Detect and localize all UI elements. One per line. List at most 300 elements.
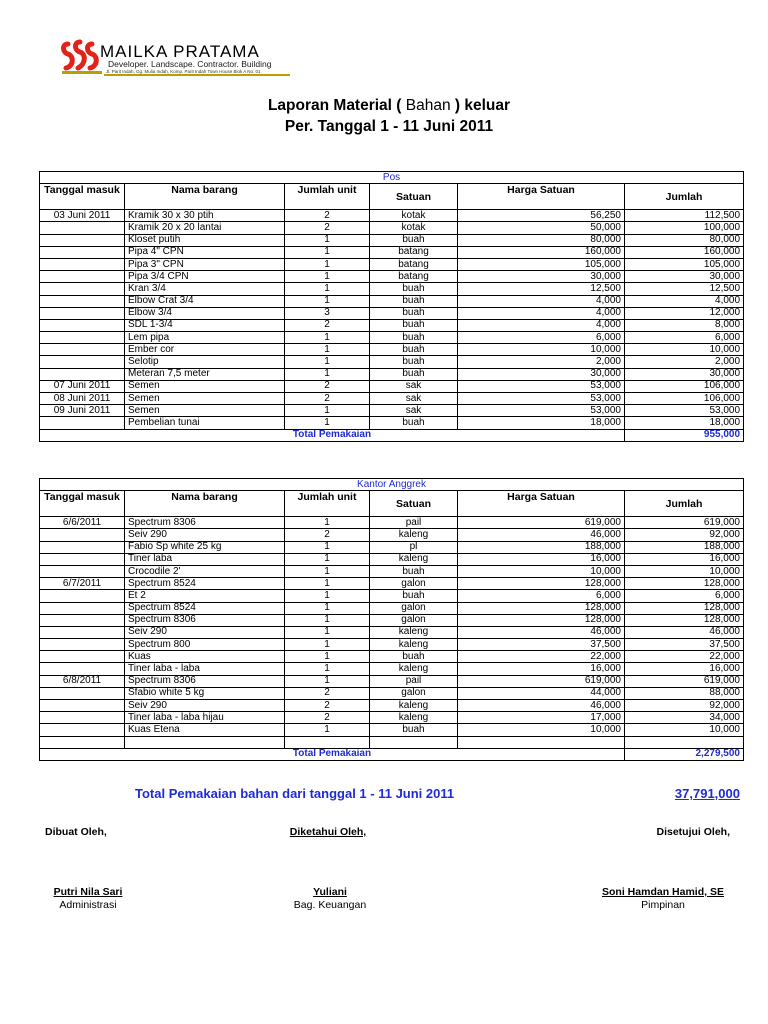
cell-amount: 2,000 (625, 356, 744, 368)
cell-date: 07 Juni 2011 (40, 380, 125, 392)
cell-qty: 1 (285, 405, 370, 417)
cell-qty: 1 (285, 344, 370, 356)
cell-unit: kaleng (370, 700, 458, 712)
cell-amount: 160,000 (625, 246, 744, 258)
cell-qty: 2 (285, 210, 370, 222)
cell-amount: 6,000 (625, 332, 744, 344)
cell-qty: 1 (285, 663, 370, 675)
signature-position-approved: Pimpinan (641, 899, 685, 911)
cell-amount: 80,000 (625, 234, 744, 246)
table-row (40, 356, 744, 368)
cell-unit-price: 22,000 (458, 651, 625, 663)
cell-item-name: Spectrum 8306 (125, 614, 285, 626)
table-row (40, 541, 744, 553)
cell-date (40, 344, 125, 356)
table-row (40, 553, 744, 565)
column-header-amount: Jumlah (625, 491, 744, 517)
column-header-date: Tanggal masuk (40, 491, 125, 517)
cell-item-name: Tiner laba (125, 553, 285, 565)
table-row (40, 283, 744, 295)
cell-unit: buah (370, 295, 458, 307)
cell-qty: 2 (285, 712, 370, 724)
cell-unit: batang (370, 246, 458, 258)
cell-unit: batang (370, 271, 458, 283)
company-logo (60, 38, 290, 78)
cell-amount: 100,000 (625, 222, 744, 234)
cell-date (40, 626, 125, 638)
cell-unit: sak (370, 380, 458, 392)
cell-qty: 1 (285, 271, 370, 283)
cell-qty: 1 (285, 724, 370, 736)
cell-unit-price: 10,000 (458, 724, 625, 736)
cell-item-name: Seiv 290 (125, 626, 285, 638)
cell-unit: galon (370, 602, 458, 614)
cell-date (40, 356, 125, 368)
signature-position-known: Bag. Keuangan (293, 899, 367, 911)
table-row (40, 614, 744, 626)
cell-qty: 1 (285, 578, 370, 590)
cell-qty: 1 (285, 614, 370, 626)
cell-item-name: Meteran 7,5 meter (125, 368, 285, 380)
column-header-qty: Jumlah unit (285, 184, 370, 210)
cell-amount: 46,000 (625, 626, 744, 638)
signature-heading-approved: Disetujui Oleh, (656, 826, 730, 838)
column-header-qty: Jumlah unit (285, 491, 370, 517)
cell-unit-price (458, 736, 625, 748)
cell-unit-price: 619,000 (458, 675, 625, 687)
signature-position-made: Administrasi (59, 899, 117, 911)
cell-unit: kaleng (370, 663, 458, 675)
cell-amount: 6,000 (625, 590, 744, 602)
cell-item-name: Pembelian tunai (125, 417, 285, 429)
cell-unit: kotak (370, 210, 458, 222)
cell-qty: 1 (285, 590, 370, 602)
column-header-amount: Jumlah (625, 184, 744, 210)
cell-item-name: Pipa 4" CPN (125, 246, 285, 258)
signature-name-known: Yuliani (313, 886, 347, 898)
cell-unit-price: 160,000 (458, 246, 625, 258)
cell-amount: 105,000 (625, 258, 744, 270)
cell-unit-price: 53,000 (458, 405, 625, 417)
cell-unit-price: 80,000 (458, 234, 625, 246)
cell-qty: 1 (285, 651, 370, 663)
table-row (40, 332, 744, 344)
cell-item-name: Tiner laba - laba (125, 663, 285, 675)
cell-item-name: Kramik 30 x 30 ptih (125, 210, 285, 222)
cell-item-name: Fabio Sp white 25 kg (125, 541, 285, 553)
cell-amount: 22,000 (625, 651, 744, 663)
cell-unit: batang (370, 258, 458, 270)
cell-unit: pail (370, 675, 458, 687)
cell-item-name: Crocodile 2' (125, 565, 285, 577)
table-header-row (40, 491, 744, 517)
cell-qty: 1 (285, 675, 370, 687)
cell-qty: 1 (285, 517, 370, 529)
cell-qty: 2 (285, 700, 370, 712)
cell-date (40, 307, 125, 319)
cell-item-name: Seiv 290 (125, 700, 285, 712)
cell-unit: buah (370, 356, 458, 368)
cell-amount: 16,000 (625, 663, 744, 675)
cell-item-name: Semen (125, 405, 285, 417)
cell-amount: 92,000 (625, 529, 744, 541)
column-header-unit-price: Harga Satuan (458, 491, 625, 517)
cell-date (40, 234, 125, 246)
cell-item-name: Pipa 3/4 CPN (125, 271, 285, 283)
table-row (40, 578, 744, 590)
cell-unit-price: 4,000 (458, 319, 625, 331)
total-label: Total Pemakaian (40, 429, 625, 441)
cell-amount: 619,000 (625, 517, 744, 529)
material-table-1 (39, 478, 744, 761)
cell-item-name: SDL 1-3/4 (125, 319, 285, 331)
cell-date (40, 295, 125, 307)
cell-qty: 1 (285, 258, 370, 270)
cell-unit: buah (370, 307, 458, 319)
section-title: Pos (40, 172, 744, 184)
cell-unit-price: 44,000 (458, 687, 625, 699)
cell-date (40, 529, 125, 541)
signature-name-made: Putri Nila Sari (53, 886, 123, 898)
cell-date (40, 700, 125, 712)
cell-item-name: Selotip (125, 356, 285, 368)
cell-unit: buah (370, 724, 458, 736)
column-header-unit: Satuan (370, 491, 458, 517)
table-row (40, 307, 744, 319)
table-row (40, 295, 744, 307)
cell-item-name: Kran 3/4 (125, 283, 285, 295)
cell-amount: 4,000 (625, 295, 744, 307)
column-header-unit: Satuan (370, 184, 458, 210)
cell-date (40, 639, 125, 651)
table-row (40, 417, 744, 429)
cell-unit: buah (370, 651, 458, 663)
table-row (40, 700, 744, 712)
total-row (40, 429, 744, 441)
cell-unit-price: 105,000 (458, 258, 625, 270)
cell-unit-price: 16,000 (458, 553, 625, 565)
table-row (40, 246, 744, 258)
cell-item-name: Spectrum 8524 (125, 578, 285, 590)
cell-unit-price: 6,000 (458, 590, 625, 602)
table-row (40, 258, 744, 270)
cell-amount: 18,000 (625, 417, 744, 429)
cell-item-name: Spectrum 8306 (125, 675, 285, 687)
cell-unit-price: 17,000 (458, 712, 625, 724)
cell-unit: pl (370, 541, 458, 553)
table-row (40, 687, 744, 699)
cell-qty: 1 (285, 332, 370, 344)
cell-date (40, 712, 125, 724)
cell-unit: galon (370, 614, 458, 626)
cell-unit: sak (370, 393, 458, 405)
cell-amount: 10,000 (625, 565, 744, 577)
cell-unit: kaleng (370, 553, 458, 565)
cell-unit-price: 188,000 (458, 541, 625, 553)
cell-unit-price: 10,000 (458, 344, 625, 356)
cell-date (40, 651, 125, 663)
cell-unit: sak (370, 405, 458, 417)
cell-unit-price: 2,000 (458, 356, 625, 368)
cell-date (40, 222, 125, 234)
cell-unit: buah (370, 332, 458, 344)
cell-item-name: Ember cor (125, 344, 285, 356)
cell-unit: buah (370, 368, 458, 380)
cell-qty: 1 (285, 234, 370, 246)
cell-unit-price: 30,000 (458, 271, 625, 283)
cell-item-name: Elbow 3/4 (125, 307, 285, 319)
cell-amount: 106,000 (625, 380, 744, 392)
cell-qty: 1 (285, 368, 370, 380)
cell-unit-price: 619,000 (458, 517, 625, 529)
cell-unit-price: 10,000 (458, 565, 625, 577)
table-row (40, 529, 744, 541)
table-row (40, 626, 744, 638)
cell-date (40, 368, 125, 380)
cell-item-name: Kuas Etena (125, 724, 285, 736)
cell-unit-price: 46,000 (458, 700, 625, 712)
cell-qty: 2 (285, 529, 370, 541)
cell-item-name (125, 736, 285, 748)
cell-date (40, 602, 125, 614)
cell-qty: 1 (285, 246, 370, 258)
table-row (40, 565, 744, 577)
cell-item-name: Kloset putih (125, 234, 285, 246)
cell-unit-price: 128,000 (458, 614, 625, 626)
table-row (40, 712, 744, 724)
cell-unit: kaleng (370, 639, 458, 651)
cell-date (40, 724, 125, 736)
table-row (40, 639, 744, 651)
cell-date (40, 319, 125, 331)
cell-item-name: Kramik 20 x 20 lantai (125, 222, 285, 234)
cell-unit-price: 30,000 (458, 368, 625, 380)
cell-unit-price: 53,000 (458, 393, 625, 405)
table-row (40, 344, 744, 356)
column-header-item-name: Nama barang (125, 491, 285, 517)
table-row (40, 602, 744, 614)
cell-unit: buah (370, 565, 458, 577)
cell-unit-price: 46,000 (458, 626, 625, 638)
cell-date (40, 271, 125, 283)
cell-qty: 1 (285, 417, 370, 429)
cell-unit-price: 6,000 (458, 332, 625, 344)
cell-qty: 1 (285, 626, 370, 638)
cell-date (40, 541, 125, 553)
cell-date: 6/8/2011 (40, 675, 125, 687)
column-header-unit-price: Harga Satuan (458, 184, 625, 210)
cell-date (40, 332, 125, 344)
table-row (40, 393, 744, 405)
cell-unit: pail (370, 517, 458, 529)
cell-unit-price: 4,000 (458, 295, 625, 307)
cell-amount: 128,000 (625, 614, 744, 626)
cell-unit-price: 46,000 (458, 529, 625, 541)
cell-qty: 2 (285, 687, 370, 699)
cell-qty: 1 (285, 283, 370, 295)
table-row (40, 319, 744, 331)
cell-unit: kotak (370, 222, 458, 234)
column-header-date: Tanggal masuk (40, 184, 125, 210)
table-row (40, 210, 744, 222)
table-row (40, 590, 744, 602)
cell-item-name: Spectrum 800 (125, 639, 285, 651)
report-title: Laporan Material ( Bahan ) keluar (267, 97, 511, 114)
cell-unit-price: 128,000 (458, 578, 625, 590)
cell-qty: 1 (285, 356, 370, 368)
cell-amount: 92,000 (625, 700, 744, 712)
cell-qty: 1 (285, 602, 370, 614)
grand-total-value: 37,791,000 (674, 786, 740, 801)
cell-qty: 2 (285, 222, 370, 234)
cell-item-name: Et 2 (125, 590, 285, 602)
table-row (40, 222, 744, 234)
cell-unit: kaleng (370, 626, 458, 638)
cell-date: 08 Juni 2011 (40, 393, 125, 405)
table-row (40, 675, 744, 687)
total-value: 955,000 (625, 429, 744, 441)
cell-date: 03 Juni 2011 (40, 210, 125, 222)
cell-item-name: Pipa 3" CPN (125, 258, 285, 270)
table-row (40, 663, 744, 675)
section-title: Kantor Anggrek (40, 479, 744, 491)
cell-amount: 30,000 (625, 271, 744, 283)
cell-unit-price: 128,000 (458, 602, 625, 614)
cell-unit-price: 53,000 (458, 380, 625, 392)
cell-unit-price: 4,000 (458, 307, 625, 319)
cell-amount: 30,000 (625, 368, 744, 380)
total-value: 2,279,500 (625, 748, 744, 760)
cell-amount: 128,000 (625, 602, 744, 614)
cell-qty: 1 (285, 565, 370, 577)
cell-amount: 12,000 (625, 307, 744, 319)
cell-amount: 128,000 (625, 578, 744, 590)
material-table-0 (39, 171, 744, 442)
table-row (40, 234, 744, 246)
cell-amount: 10,000 (625, 344, 744, 356)
cell-unit: buah (370, 590, 458, 602)
cell-unit: buah (370, 344, 458, 356)
cell-unit-price: 16,000 (458, 663, 625, 675)
cell-amount: 106,000 (625, 393, 744, 405)
cell-unit: galon (370, 578, 458, 590)
cell-amount: 12,500 (625, 283, 744, 295)
logo-underline (104, 74, 290, 76)
cell-amount: 10,000 (625, 724, 744, 736)
signature-heading-known: Diketahui Oleh, (289, 826, 367, 838)
cell-unit-price: 12,500 (458, 283, 625, 295)
table-row (40, 517, 744, 529)
cell-unit: buah (370, 417, 458, 429)
cell-date (40, 246, 125, 258)
column-header-item-name: Nama barang (125, 184, 285, 210)
cell-date (40, 417, 125, 429)
cell-unit-price: 18,000 (458, 417, 625, 429)
table-row (40, 368, 744, 380)
table-row (40, 724, 744, 736)
cell-amount: 34,000 (625, 712, 744, 724)
cell-unit-price: 50,000 (458, 222, 625, 234)
cell-qty: 2 (285, 380, 370, 392)
cell-date: 6/6/2011 (40, 517, 125, 529)
company-name: MAILKA PRATAMA (100, 42, 260, 61)
cell-date: 09 Juni 2011 (40, 405, 125, 417)
cell-unit (370, 736, 458, 748)
cell-item-name: Semen (125, 380, 285, 392)
company-tagline: Developer. Landscape. Contractor. Building (108, 59, 272, 69)
cell-item-name: Sfabio white 5 kg (125, 687, 285, 699)
signature-name-approved: Soni Hamdan Hamid, SE (602, 886, 724, 898)
cell-qty (285, 736, 370, 748)
cell-amount: 37,500 (625, 639, 744, 651)
cell-qty: 2 (285, 319, 370, 331)
cell-item-name: Spectrum 8306 (125, 517, 285, 529)
cell-item-name: Lem pipa (125, 332, 285, 344)
cell-date (40, 565, 125, 577)
cell-date (40, 687, 125, 699)
cell-date (40, 553, 125, 565)
cell-unit: kaleng (370, 712, 458, 724)
cell-item-name: Seiv 290 (125, 529, 285, 541)
cell-qty: 1 (285, 295, 370, 307)
cell-amount: 188,000 (625, 541, 744, 553)
cell-amount: 53,000 (625, 405, 744, 417)
cell-date (40, 590, 125, 602)
cell-amount: 112,500 (625, 210, 744, 222)
cell-date (40, 258, 125, 270)
cell-qty: 1 (285, 553, 370, 565)
cell-unit: buah (370, 234, 458, 246)
cell-unit: galon (370, 687, 458, 699)
cell-date: 6/7/2011 (40, 578, 125, 590)
report-subtitle: Per. Tanggal 1 - 11 Juni 2011 (284, 118, 494, 135)
company-address: Jl. Parit Indah, Gg. Mulia Indah, Komp. Parit Indah Town House Blok A No. 01 (106, 69, 261, 74)
cell-date (40, 663, 125, 675)
cell-unit: buah (370, 283, 458, 295)
cell-item-name: Spectrum 8524 (125, 602, 285, 614)
cell-date (40, 283, 125, 295)
cell-item-name: Semen (125, 393, 285, 405)
table-row (40, 271, 744, 283)
signature-heading-made: Dibuat Oleh, (45, 826, 107, 838)
cell-amount: 8,000 (625, 319, 744, 331)
cell-amount: 16,000 (625, 553, 744, 565)
cell-qty: 1 (285, 639, 370, 651)
cell-qty: 2 (285, 393, 370, 405)
table-row (40, 651, 744, 663)
table-row (40, 736, 744, 748)
cell-amount: 619,000 (625, 675, 744, 687)
cell-unit-price: 37,500 (458, 639, 625, 651)
table-row (40, 405, 744, 417)
cell-item-name: Kuas (125, 651, 285, 663)
cell-item-name: Tiner laba - laba hijau (125, 712, 285, 724)
table-row (40, 380, 744, 392)
cell-unit: kaleng (370, 529, 458, 541)
grand-total-label: Total Pemakaian bahan dari tanggal 1 - 11 Juni 2011 (135, 786, 455, 801)
table-header-row (40, 184, 744, 210)
cell-unit: buah (370, 319, 458, 331)
cell-qty: 3 (285, 307, 370, 319)
cell-date (40, 736, 125, 748)
cell-amount: 88,000 (625, 687, 744, 699)
cell-date (40, 614, 125, 626)
cell-qty: 1 (285, 541, 370, 553)
cell-unit-price: 56,250 (458, 210, 625, 222)
total-row (40, 748, 744, 760)
total-label: Total Pemakaian (40, 748, 625, 760)
cell-item-name: Elbow Crat 3/4 (125, 295, 285, 307)
